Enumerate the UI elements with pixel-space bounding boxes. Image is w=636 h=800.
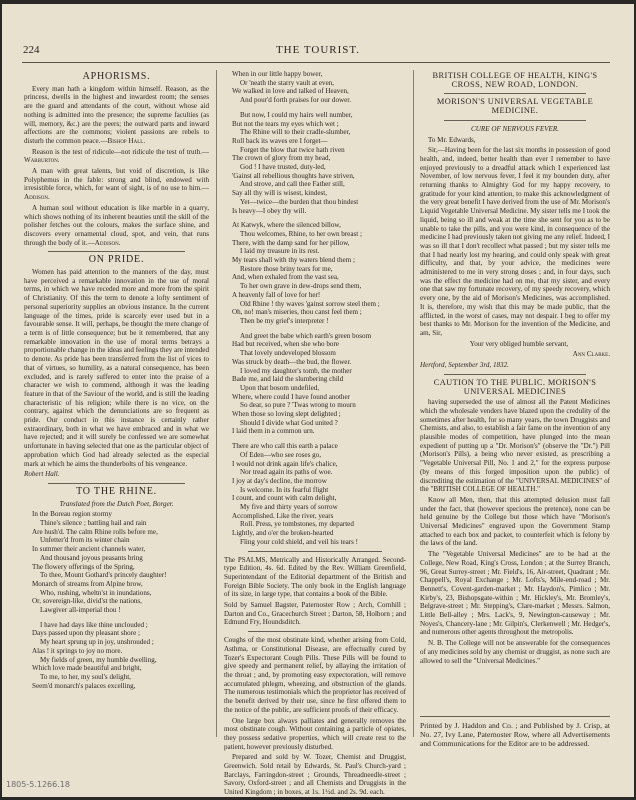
poem-line: The crown of glory from my head, [232,154,331,163]
poem-line: To her own grave in dew-drops send them, [240,282,362,291]
column-right [420,70,610,737]
aphorism: A human soul without education is like marble in a quarry, which shows nothing of its inherent beauties until the skill of the polisher fetches out the colours, makes the surface shine, and discovers every ornamental cloud, spot, and vein, that runs through the body of it.—Addison. [24,203,209,247]
poem-line: Old Rhine ! thy waves 'gainst sorrow steel them ; [240,299,380,308]
poem-line: Thine's silence ; battling hail and rain [40,519,147,528]
poem-line: But now, I could my hairs well number, [240,110,353,119]
poem-line: Yet—twice—the burden that thou bindest [240,197,359,206]
poem-line: I have had days like thine unclouded ; [40,620,148,629]
poem-line: The Rhine will to their cradle-slumber, [240,128,351,137]
poem-line: Unfetter'd from its winter chain [40,536,130,545]
poem-line: Forget the blow that twice hath riven [240,145,345,154]
poem-line: Upon that bosom undefiled, [240,383,320,392]
aphorisms-heading: APHORISMS. [82,71,151,82]
poem-line: Seem'd monarch's palaces excelling, [32,681,136,690]
college-heading: BRITISH COLLEGE OF HEALTH, KING'S CROSS, NEW ROAD, LONDON. [432,71,598,89]
poem-line: We walked in love and talked of Heaven, [232,87,349,96]
printer-imprint: Printed by J. Haddon and Co. ; and Published by J. Crisp, at No. 27, Ivy Lane, Paternoster Row, where all Advertisements and Communications for the Editor are to be addressed. [420,721,610,748]
column-middle [224,70,406,797]
column-divider [413,70,414,737]
coughs-advert-2: One large box always palliates and generally removes the most obstinate cough. Without containing a particle of opiates, they possess sedative properties, which will create rest to the patient, however previously disturbed. [224,716,406,751]
aphorism: Reason is the test of ridicule—not ridicule the test of truth.—Warburton. [24,147,209,165]
caution-text: having superseded the use of almost all the Patent Medicines which the wholesale venders have blazed upon the credulity of the sometimes after health, for so many years, the town Druggists and Chemists, and also, to establish a fair fame on the invention of any plausible modes of competition, have plunged into the mean expedient of putting up a "Dr. Morison's" (observe the "Dr.") Pill (Morison's Pills), a being who never existed, as prescribing a "Vegetable Universal Pill, No. 1 and 2," for the express purpose (by means of this forged imposition upon the public) of discrediting the estimation of the "UNIVERSAL MEDICINES" of the "BRITISH COLLEGE OF HEALTH." [420,398,610,494]
poem-line: My five and thirty years of sorrow [240,503,338,512]
poem-line: Or, sovereign-like, divid'st the nations, [32,597,142,606]
poem-line: Fling your cold shield, and veil his tears ! [240,537,359,546]
coughs-sellers: Prepared and sold by W. Tozer, Chemist and Druggist, Greenwich. Sold retail by Edwards, St. Paul's Church-yard ; Barclays, Farringdon-street ; Grounds, Threadneedle-street ; Savory, Oxford-street ; and all Chemists and Druggists in the United Kingdom ; in boxes, at 1s. 1½d. and 2s. 9d. each. [224,753,406,797]
poem-line: I joy at day's decline, the morrow [232,476,327,485]
running-header [2,44,634,62]
poem-line: I count, and count with calm delight, [232,494,337,503]
poem-line: Should I divide what God united ? [240,418,338,427]
poem-line: Say all thy will is wisest, kindest, [232,189,327,198]
letter-closing: Your very obliged humble servant, [469,339,569,348]
testimonial-letter: Sir,—Having been for the last six months in possession of good health, and, indeed, better health than ever I remember to have enjoyed previously to a dreadful attack which I experienced last November, of low nervous fever, I feel it my bounden duty, after returning thanks to Almighty God for my happy recovery, to gratitude for your kind attention, to make this acknowledgment of the very great benefit I have derived from the use of Mr. Morison's Liquid Vegetable Universal Medicine. My sister tells me I took the liquid, being so ill and weak at the time she sent for you as to be unable to take the pills, and you were kind, in consequence of the medicine I had previously taken not giving me any relief. Indeed, I was so ill that I don't recollect what passed ; but my sister tells me that I had nearly lost my hearing, and could only speak with great difficulty, and that, by your advice, the medicines were administered to me in very strong doses ; and, in four days, such was the effect the medicine had on me, that my sister, and every one that saw my fortunate recovery, of my speedy recovery, which every one, by the aid of Morison's Medicines, was accomplished. It is, therefore, my wish that this may be made public, that the afflicted, in the worst of cases, may not despair. I beg to offer my best thanks to Mr. Morison for the invention of the Medicine, and am, Sir, [420,146,610,337]
poem-line: A heavenly fall of love for her! [232,290,321,299]
poem-line: So dear, so pure ? 'Twas wrong to mourn [240,401,356,410]
archive-pencil-note: 1805-5.1266.18 [6,780,70,789]
poem-line: I laid my treasure in its rest. [240,247,320,256]
poem-line: And strove, and call thee Father still, [240,180,345,189]
poem-line: Of Eden—who see roses go, [240,450,321,459]
poem-line: In the Boreau region stormy [32,510,112,519]
poem-line: I would not drink again life's chalice, [232,459,338,468]
poem-line: Alas ! it springs to joy no more. [32,646,123,655]
poem-line: I loved my daughter's tomb, the mother [240,366,352,375]
poem-line: Is welcome. In its fearful flight [240,485,329,494]
imprint-block [420,716,610,776]
poem-line: There are who call this earth a palace [232,442,338,451]
page-number: 224 [23,44,40,56]
poem-line: When those so loving slept delighted ; [232,410,341,419]
poem-line: Are hush'd. The calm Rhine rolls before me, [32,527,158,536]
poem-line: The flowery offerings of the Spring, [32,562,135,571]
section-rule [48,251,185,252]
poem-line: In summer their ancient channels water, [32,545,146,554]
letter-dateline: Hertford, September 3rd, 1832. [420,361,509,370]
caution-heading: CAUTION TO THE PUBLIC. MORISON'S UNIVERSAL MEDICINES [433,377,597,396]
poem-line: Roll back its waves ere I forget— [232,136,328,145]
poem-line: My tears shall with thy waters blend them ; [232,256,355,265]
poem-line: Bade me, and laid the slumbering child [232,375,344,384]
section-rule [248,631,382,632]
poem-subtitle: Translated from the Dutch Poet, Borger. [59,499,174,508]
poem-line: To me, to her, my soul's delight, [40,673,131,681]
poem-line: To thee, Mount Gothard's princely daughter! [40,571,167,580]
agents-list: The "Vegetable Universal Medicines" are to be had at the College, New Road, King's Cross, London ; at the Surrey Branch, 96, Great Surrey-street ; Mr. Field's, 16, Air-street, Quadrant ; Mr. Chappell's, Royal Exchange ; Mr. Lofts's, Mile-end-road ; Mr. Bennett's, Covent-garden-market ; Mr. Haydon's, Pimlico ; Mr. Kirby's, 23, Bishopsgate-within ; Mr. Hickley's, Mr. Bromley's, Belgrave-street ; Mr. Stepping's, Clare-market ; Messrs. Salmon, Little Bell-alley ; Mrs. Lack's, 9, Newington-causeway ; Mr. Noyes's, Chancery-lane ; Mr. Gilpin's, Clerkenwell ; Mr. Hedger's, and numerous other agents throughout the metropolis. [420,550,610,637]
section-rule [248,551,382,552]
poem-line: Then be my grief's interpreter ! [240,316,329,325]
poem-line: Monarch of streams from Alpine brow, [32,579,143,588]
poem-line: Lawgiver all-imperial thou ! [40,606,121,615]
poem-line: Nor tread again its paths of woe. [240,468,333,477]
psalms-sellers: Sold by Samuel Bagster, Paternoster Row ; Arch, Cornhill ; Darton and Co., Gracechurch Street ; Darton, 58, Holborn ; and Edmund Fry, Houndsditch. [224,601,406,627]
caution-text-2: Know all Men, then, that this attempted delusion must fall under the fact, that (however specious the pretence), none can be held genuine by the College but those which have "Morison's Universal Medicines" engraved upon the Government Stamp attached to each box and packet, to counterfeit which is felony by the laws of the land. [420,495,610,548]
poem-line: Was struck by death—the bud, the flower. [232,357,352,366]
poem-line: Is heavy—I obey thy will. [232,206,307,215]
poem-line: Where, where could I have found another [232,392,350,401]
poem-continued [224,70,406,547]
newspaper-page [2,4,634,797]
poem-line: Restore those briny tears for me, [240,264,333,273]
poem-line: And greet the babe which earth's green bosom [240,331,372,340]
poem-line: Which love made beautiful and bright, [32,664,142,673]
pride-essay: Women has paid attention to the manners of the day, must have perceived a remarkable innovation in the use of moral terms, in which we have receded more and more from the spirit of Christianity. Of this the term to denote a lofty sentiment of personal superiority supplies an obvious instance. In the current language of the times, pride is scarcely ever used but in a favourable sense. It will, perhaps, be thought the mere change of a term is of little consequence; but be it remembered, that any remarkable innovation in the use of moral terms betrays a proportionable change in the ideas and feelings they are intended to denote. As pride has been transferred from the list of vices to that of virtues, so humility, as a natural consequence, has been excluded, and is rarely suffered to enter into the praise of a character we wish to commend, although it was the leading feature in that of the Saviour of the world, and is still the leading characteristic of his religion; while there is no vice, on the contrary, against which the denunciations are so frequent as pride. Our conduct in this instance is certainly rather extraordinary, both in what we have embraced and in what we have rejected; and it will surely be confessed we are somewhat unfortunate in having selected that one as the particular object of approbation which God had already selected as the especial mark at which he aims the thunderbolts of his vengeance. [24,268,209,468]
letter-signature: Ann Clarke. [572,350,610,359]
poem-line: Oh, no! man's miseries, thou canst feel them ; [232,308,362,317]
section-rule [444,93,586,94]
poem-line: At Katwyk, where the silenced billow, [232,221,341,230]
psalms-advert: The PSALMS, Metrically and Historically Arranged. Second-type Edition, 4s. 6d. Edited by the Rev. William Greenfield, Superintendant of the Editorial department of the British and Foreign Bible Society. The only book in the English language of its size, in large type, that contains a book of the Bible. [224,555,406,599]
poem-line: Roll. Press, ye tombstones, my departed [240,520,354,529]
cure-heading: CURE OF NERVOUS FEVER. [471,124,559,133]
section-rule [420,716,610,717]
poem-line: That lovely undeveloped blossom [240,349,336,358]
pride-author: Robert Hall. [24,470,60,479]
nb-note: N. B. The College will not be answerable for the consequences of any medicines sold by any chemist or druggist, as none such are allowed to sell the "Universal Medicines." [420,639,610,665]
column-divider [216,70,217,737]
poem-line: Thou welcomes, Rhine, to her own breast ; [240,229,362,238]
coughs-advert: Coughs of the most obstinate kind, whether arising from Cold, Asthma, or Constitutional Disease, are effectually cured by Tozer's Expectorant Cough Pills. These Pills will be found to give speedy and permanent relief, by allaying the irritation of the throat ; and, by promoting easy expectoration, will remove accumulated phlegm, wheezing, and obstruction of the glands. The numerous testimonials which the proprietor has received of the benefit derived by their use, since he first offered them to the notice of the public, are sufficient proofs of their efficacy. [224,636,406,714]
poem-line: Who, rushing, wheltn'st in inundations, [40,588,152,597]
poem-line: And thousand joyous peasants bring [40,553,143,562]
poem-stanzas [24,510,209,690]
poem-line: Days passed upon thy pleasant shore ; [32,629,140,638]
poem-line: God ! I have trusted, duty-led, [240,163,326,172]
pride-heading: ON PRIDE. [88,254,145,266]
poem-heading: TO THE RHINE. [76,485,157,497]
poem-line: And, when exhaled from the vast sea, [232,273,339,282]
section-rule [444,374,586,375]
poem-line: 'Gainst all rebellious thoughts have striven, [232,171,355,180]
poem-line: Or 'neath the starry vault at even, [240,78,335,87]
letter-salutation: To Mr. Edwards, [428,135,476,144]
poem-line: There, with the damp sand for her pillow, [232,238,350,247]
section-rule [48,483,185,484]
morison-heading: MORISON'S UNIVERSAL VEGETABLE MEDICINE. [436,97,594,116]
poem-line: Accomplished. Like the river, years [232,511,334,520]
poem-line: Lightly, and o'er the broken-hearted [232,529,334,538]
column-left [24,70,209,737]
poem-line: Had but received, when she who bore [232,340,339,349]
header-rule [22,62,610,63]
section-rule [444,120,586,121]
aphorism: Every man hath a kingdom within himself. Reason, as the princess, dwells in the highest and inwardest room; the senses are the guard and attendants of the court, without whose aid nothing is admitted into the presence; the supreme faculties (as will, memory, &c.) are the peers; the outward parts and inward affections are the commons; violent passions are rebels to disturb the common peace.—Bishop Hall. [24,84,209,145]
aphorism: A man with great talents, but void of discretion, is like Polyphemus in the fable: strong and blind, endowed with irresistible force, which, for want of sight, is of no use to him.—Addison. [24,167,209,202]
poem-line: My heart sprung up in joy, unshrouded ; [40,638,154,647]
poem-line: My fields of green, my humble dwelling, [40,655,157,664]
publication-title: THE TOURIST. [275,44,361,56]
poem-line: And pour'd forth praises for our dower. [240,96,352,105]
poem-line: But not the tears my eyes which wet ; [232,119,339,128]
poem-line: When in our little happy bower, [232,70,323,78]
poem-line: I laid them in a common urn. [232,427,315,436]
